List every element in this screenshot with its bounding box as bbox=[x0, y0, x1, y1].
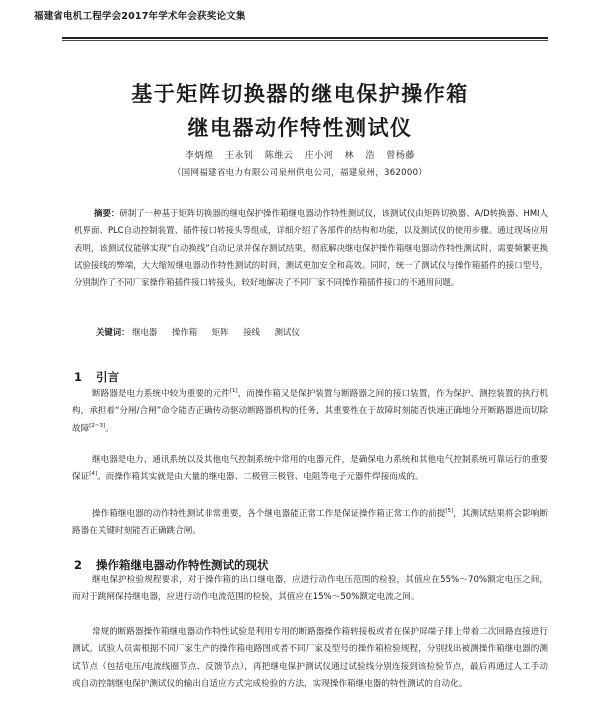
citation: [2~3] bbox=[89, 422, 106, 429]
section-title: 操作箱继电器动作特性测试的现状 bbox=[96, 558, 269, 572]
header-rule bbox=[62, 37, 548, 39]
paragraph-text: 。 bbox=[105, 423, 114, 434]
author-list bbox=[0, 148, 600, 161]
author-name: 李炳煌 bbox=[185, 151, 214, 161]
keyword: 继电器 bbox=[132, 327, 158, 337]
paragraph-text: ，而操作箱又是保护装置与断路器之间的接口装置，作为保护、测控装置的执行机构，承担着“分闸/合闸”命令能否正确传动驱动断路器机构的任务，其重要性在于故障时刻能否快速正确地分开断路器进而切除故障 bbox=[72, 389, 548, 434]
section-heading-introduction bbox=[74, 369, 119, 385]
paragraph-text: 继电器是电力、通讯系统以及其他电气控制系统中常用的电器元件，是确保电力系统和其他电气控制系统可靠运行的重要保证 bbox=[72, 455, 548, 483]
author-name: 林 浩 bbox=[344, 151, 376, 161]
section-number: 1 bbox=[74, 370, 83, 384]
abstract bbox=[74, 205, 548, 291]
paragraph-text: 。而操作箱其实就是由大量的继电器、二极管三极管、电阻等电子元器件焊接而成的。 bbox=[97, 472, 424, 483]
paper-title-line-1: 基于矩阵切换器的继电保护操作箱 bbox=[131, 81, 469, 106]
paragraph: 继电保护检验规程要求，对于操作箱的出口继电器，应进行动作电压范围的检验，其值应在55%～70%额定电压之间，而对于跳闸保持继电器，应进行动作电流范围的检验，其值应在15%～50%额定电流之间。 bbox=[72, 575, 548, 603]
keyword: 操作箱 bbox=[171, 327, 198, 337]
keywords-label: 关键词： bbox=[96, 327, 130, 337]
paragraph bbox=[72, 506, 548, 541]
paragraph bbox=[72, 386, 548, 438]
section-heading-status bbox=[74, 557, 269, 573]
keyword: 接线 bbox=[243, 327, 260, 337]
paragraph-text: 断路器是电力系统中较为重要的元件 bbox=[92, 389, 230, 399]
running-header: 福建省电机工程学会2017年学术年会获奖论文集 bbox=[34, 11, 246, 22]
author-name: 陈维云 bbox=[264, 151, 294, 161]
author-name: 王永钊 bbox=[224, 151, 254, 161]
abstract-text: 研制了一种基于矩阵切换器的继电保护操作箱继电器动作特性测试仪，该测试仪由矩阵切换器、A/D转换器、HMI人机界面、PLC自动控制装置、插件接口转接头等组成，详细介绍了各部件的结构和功能，以及测试仪的使用步骤。通过现场应用表明，该测试仪能够实现“自动换线”自动记录并保存测试结果，彻底解决继电保护操作箱继电器动作特性测试时，需要频繁更换试验接线的弊端，大大缩短继电器动作特性测试的时间，测试更加安全和高效。同时，统一了测试仪与操作箱插件的接口型号，分别制作了不同厂家操作箱插件接口转接头，较好地解决了不同厂家不同操作箱插件接口的不通用问题。 bbox=[74, 208, 548, 288]
section-number: 2 bbox=[74, 558, 83, 572]
paragraph-text: ，其测试结果将会影响断路器在关键时刻能否正确跳合闸。 bbox=[72, 509, 548, 537]
paragraph-text: 操作箱继电器的动作特性测试非常重要，各个继电器能正常工作是保证操作箱正常工作的前提 bbox=[92, 509, 446, 519]
header-rule-thin bbox=[62, 40, 548, 41]
paragraph bbox=[72, 452, 548, 487]
citation: [5] bbox=[445, 508, 454, 515]
author-name: 曾杨藤 bbox=[386, 151, 415, 161]
affiliation: （国网福建省电力有限公司泉州供电公司，福建泉州，362000） bbox=[172, 168, 428, 178]
abstract-label: 摘要： bbox=[94, 208, 120, 218]
paper-title-line-2: 继电器动作特性测试仪 bbox=[187, 115, 413, 140]
paragraph: 常规的断路器操作箱继电器动作特性试验是利用专用的断路器操作箱转接板或者在保护屏端子排上带着二次回路直接进行测试。试验人员需根据不同厂家生产的操作箱电路图或者不同厂家及型号的操作箱检验规程，分别找出被测操作箱继电器的测试节点（包括电压/电流线圈节点、反馈节点），再把继电保护测试仪通过试验线分别连接到该检验节点，最后再通过人工手动或自动控制继电保护测试仪的输出自适应方式完成检验的方法，实现操作箱继电器的特性测试的自动化。 bbox=[72, 627, 548, 689]
keywords bbox=[96, 326, 312, 338]
citation: [4] bbox=[89, 471, 97, 478]
section-title: 引言 bbox=[96, 370, 119, 384]
author-name: 庄小河 bbox=[304, 151, 334, 161]
keyword: 矩阵 bbox=[211, 327, 229, 337]
citation: [1] bbox=[229, 388, 238, 395]
keyword: 测试仪 bbox=[274, 327, 300, 337]
